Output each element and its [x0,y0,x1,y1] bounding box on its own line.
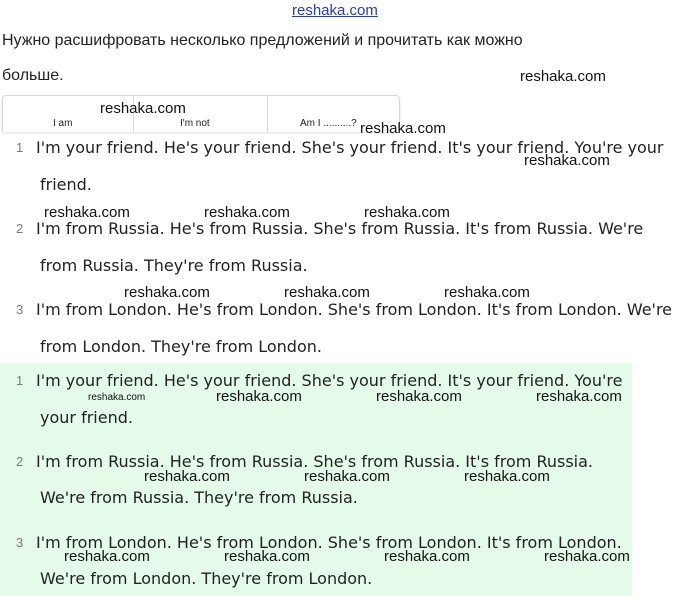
watermark: reshaka.com [88,392,146,403]
answer-text-line: We're from London. They're from London. [40,569,373,588]
item-text-line: from Russia. They're from Russia. [40,256,308,275]
item-number: 2 [16,221,24,236]
watermark: reshaka.com [376,388,462,405]
answer-text-line: your friend. [40,408,133,427]
intro-text-line-2: больше. [2,67,64,84]
answer-text-line: I'm from London. He's from London. She's from London. It's from London. [36,533,622,552]
item-text-line: I'm from London. He's from London. She's from London. It's from London. We're [36,300,673,319]
watermark: reshaka.com [464,468,550,485]
item-text-line: I'm from Russia. He's from Russia. She's from Russia. It's from Russia. We're [36,219,644,238]
answer-number: 2 [16,454,24,469]
watermark: reshaka.com [544,548,630,565]
answer-number: 1 [16,373,24,388]
watermark: reshaka.com [124,284,210,301]
answer-text-line: I'm your friend. He's your friend. She's your friend. It's your friend. You're [36,371,623,390]
watermark: reshaka.com [536,388,622,405]
watermark: reshaka.com [44,204,130,221]
watermark: reshaka.com [224,548,310,565]
watermark: reshaka.com [520,68,606,85]
answer-text-line: I'm from Russia. He's from Russia. She's from Russia. It's from Russia. [36,452,593,471]
watermark: reshaka.com [204,204,290,221]
watermark: reshaka.com [444,284,530,301]
table-header-i-am: I am [53,118,73,129]
site-link[interactable]: reshaka.com [292,2,378,19]
item-number: 1 [16,140,24,155]
answer-number: 3 [16,535,24,550]
intro-text-line-1: Нужно расшифровать несколько предложений и прочитать как можно [2,32,523,49]
item-text-line: from London. They're from London. [40,337,322,356]
watermark: reshaka.com [284,284,370,301]
watermark: reshaka.com [524,152,610,169]
item-text-line: friend. [40,175,92,194]
watermark: reshaka.com [304,468,390,485]
table-header-im-not: I'm not [180,118,210,129]
watermark: reshaka.com [216,388,302,405]
watermark: reshaka.com [364,204,450,221]
table-divider [267,96,268,132]
watermark: reshaka.com [64,548,150,565]
watermark: reshaka.com [100,100,186,117]
table-header-am-i: Am I ..........? [300,118,357,129]
watermark: reshaka.com [144,468,230,485]
watermark: reshaka.com [360,120,446,137]
answer-text-line: We're from Russia. They're from Russia. [40,488,358,507]
item-text-line: I'm your friend. He's your friend. She's your friend. It's your friend. You're your [36,138,664,157]
item-number: 3 [16,302,24,317]
pronoun-table [2,95,400,132]
watermark: reshaka.com [384,548,470,565]
